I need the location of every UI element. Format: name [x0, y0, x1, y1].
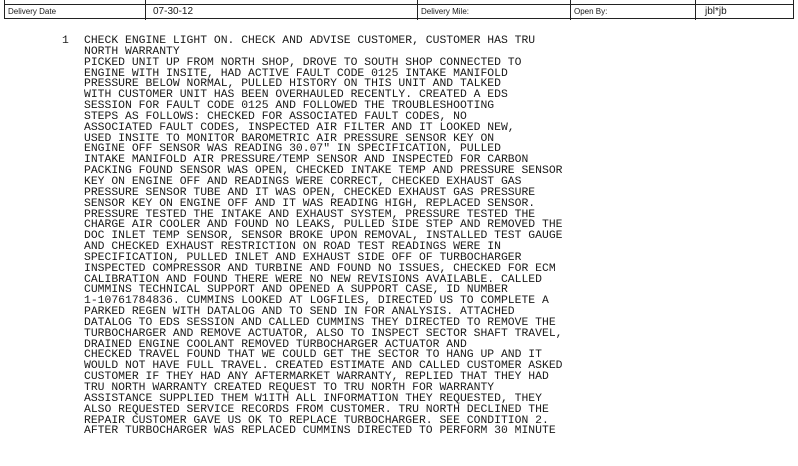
delivery-date-label: Delivery Date — [8, 7, 57, 16]
text-line: CUSTOMER IF THEY HAD ANY AFTERMARKET WARRANTY, REPLIED THAT THEY HAD — [84, 371, 549, 384]
text-line: CHECK ENGINE LIGHT ON. CHECK AND ADVISE CUSTOMER, CUSTOMER HAS TRU — [84, 35, 536, 47]
text-line: SENSOR KEY ON ENGINE OFF AND IT WAS READING HIGH, REPLACED SENSOR. — [84, 197, 536, 210]
text-line: REPAIR CUSTOMER GAVE US OK TO REPLACE TURBOCHARGER. SEE CONDITION 2. — [84, 414, 549, 427]
text-line: DRAINED ENGINE COOLANT REMOVED TURBOCHARGER ACTUATOR AND — [84, 338, 467, 351]
text-line: PRESSURE TESTED THE INTAKE AND EXHAUST SYSTEM, PRESSURE TESTED THE — [84, 208, 536, 221]
text-line: CHARGE AIR COOLER AND FOUND NO LEAKS, PULLED SIDE STEP AND REMOVED THE — [84, 219, 563, 232]
text-line: TRU NORTH WARRANTY CREATED REQUEST TO TRU NORTH FOR WARRANTY — [84, 382, 495, 394]
text-line: PRESSURE SENSOR TUBE AND IT WAS OPEN, CHECKED EXHAUST GAS PRESSURE — [84, 186, 536, 199]
text-line: AND CHECKED EXHAUST RESTRICTION ON ROAD TEST READINGS WERE IN — [84, 241, 501, 254]
text-line: PICKED UNIT UP FROM NORTH SHOP, DROVE TO SOUTH SHOP CONNECTED TO — [84, 56, 522, 69]
delivery-date-value: 07-30-12 — [153, 6, 194, 17]
text-line: PRESSURE BELOW NORMAL, PULLED HISTORY ON THIS UNIT AND TALKED — [84, 78, 501, 91]
text-line: KEY ON ENGINE OFF AND READINGS WERE CORRECT, CHECKED EXHAUST GAS — [84, 175, 522, 188]
text-line: SPECIFICATION, PULLED INLET AND EXHAUST SIDE OFF OF TURBOCHARGER — [84, 251, 522, 264]
text-line: ENGINE WITH INSITE, HAD ACTIVE FAULT CODE 0125 INTAKE MANIFOLD — [84, 67, 508, 80]
text-line: DATALOG TO EDS SESSION AND CALLED CUMMINS THEY DIRECTED TO REMOVE THE — [84, 316, 556, 329]
text-line: PARKED REGEN WITH DATALOG AND TO SEND IN FOR ANALYSIS. ATTACHED — [84, 306, 515, 319]
text-line: AFTER TURBOCHARGER WAS REPLACED CUMMINS DIRECTED TO PERFORM 30 MINUTE — [84, 425, 556, 438]
text-line: CHECKED TRAVEL FOUND THAT WE COULD GET THE SECTOR TO HANG UP AND IT — [84, 349, 542, 362]
text-line: TURBOCHARGER AND REMOVE ACTUATOR, ALSO TO INSPECT SECTOR SHAFT TRAVEL, — [84, 327, 563, 340]
text-line: ASSOCIATED FAULT CODES, INSPECTED AIR FILTER AND IT LOOKED NEW, — [84, 121, 515, 134]
divider — [695, 5, 696, 20]
text-line: NORTH WARRANTY — [84, 45, 180, 58]
work-order-header — [0, 0, 798, 20]
header-row-2 — [5, 4, 793, 20]
text-line: INTAKE MANIFOLD AIR PRESSURE/TEMP SENSOR AND INSPECTED FOR CARBON — [84, 154, 529, 167]
text-line: CUMMINS TECHNICAL SUPPORT AND OPENED A SUPPORT CASE, ID NUMBER — [84, 284, 508, 297]
text-line: 1-10761784836. CUMMINS LOOKED AT LOGFILES, DIRECTED US TO COMPLETE A — [84, 295, 549, 308]
divider — [145, 5, 146, 20]
text-line: PACKING FOUND SENSOR WAS OPEN, CHECKED INTAKE TEMP AND PRESSURE SENSOR — [84, 165, 563, 178]
open-by-value: jbl*jb — [705, 6, 727, 17]
open-by-label: Open By: — [574, 7, 608, 16]
header-table — [4, 0, 794, 19]
divider — [417, 5, 418, 20]
text-line: ASSISTANCE SUPPLIED THEM W1ITH ALL INFORMATION THEY REQUESTED, THEY — [84, 392, 542, 405]
text-line: STEPS AS FOLLOWS: CHECKED FOR ASSOCIATED FAULT CODES, NO — [84, 110, 467, 123]
text-line: CALIBRATION AND FOUND THERE WERE NO NEW REVISIONS AVAILABLE. CALLED — [84, 273, 542, 286]
text-line: INSPECTED COMPRESSOR AND TURBINE AND FOUND NO ISSUES, CHECKED FOR ECM — [84, 262, 556, 275]
complaint-text — [84, 36, 796, 437]
text-line: ALSO REQUESTED SERVICE RECORDS FROM CUSTOMER. TRU NORTH DECLINED THE — [84, 403, 549, 416]
text-line: WOULD NOT HAVE FULL TRAVEL. CREATED ESTIMATE AND CALLED CUSTOMER ASKED — [84, 360, 563, 373]
text-line: USED INSITE TO MONITOR BAROMETRIC AIR PRESSURE SENSOR KEY ON — [84, 132, 495, 145]
item-number: 1 — [62, 35, 69, 47]
text-line: SESSION FOR FAULT CODE 0125 AND FOLLOWED THE TROUBLESHOOTING — [84, 100, 495, 113]
text-line: ENGINE OFF SENSOR WAS READING 30.07" IN SPECIFICATION, PULLED — [84, 143, 501, 156]
divider — [570, 5, 571, 20]
text-line: WITH CUSTOMER UNIT HAS BEEN OVERHAULED RECENTLY. CREATED A EDS — [84, 89, 508, 102]
text-line: DOC INLET TEMP SENSOR, SENSOR BROKE UPON REMOVAL, INSTALLED TEST GAUGE — [84, 230, 563, 243]
delivery-mile-label: Delivery Mile: — [421, 7, 470, 16]
